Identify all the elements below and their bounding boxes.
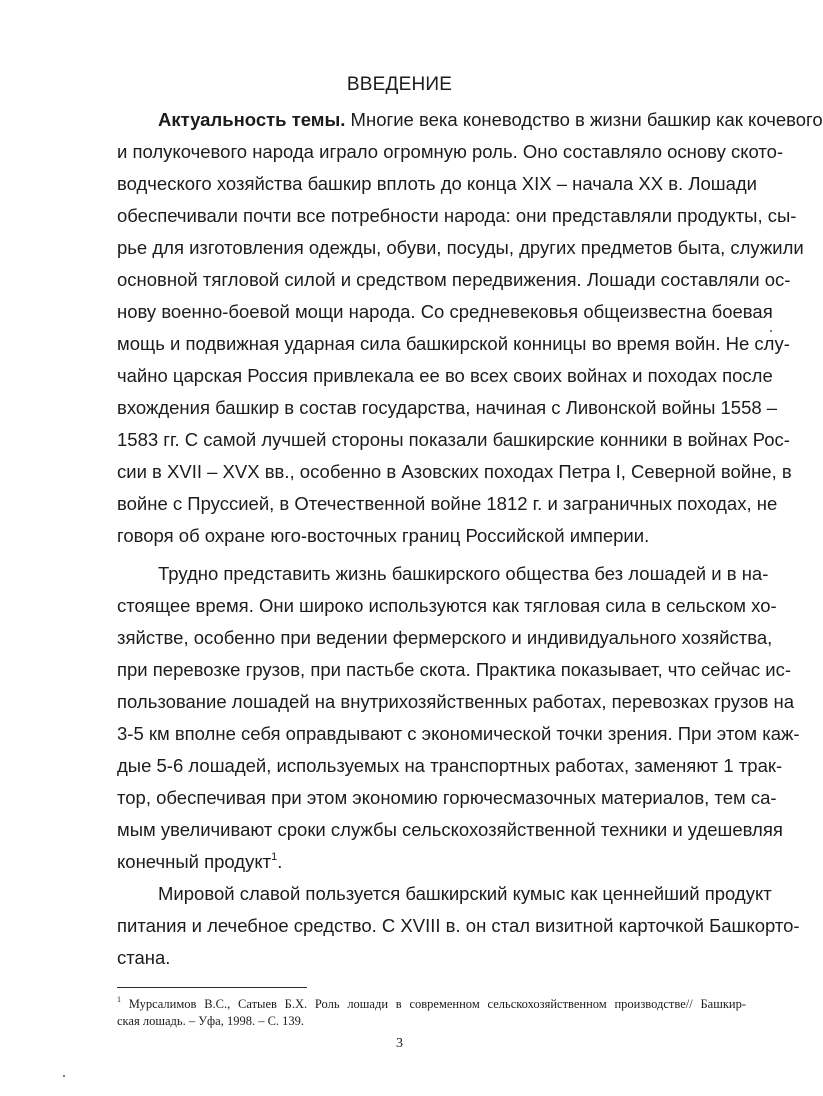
paragraph-2-last-line: [117, 848, 746, 876]
paragraph-1-line: вхождения башкир в состав государства, начиная с Ливонской войны 1558 –: [117, 397, 778, 418]
paragraph-line-text: конечный продукт: [117, 851, 272, 872]
paragraph-2-line: стоящее время. Они широко используются как тягловая сила в сельском хо-: [117, 595, 777, 616]
footnote-reference[interactable]: 1: [271, 850, 278, 863]
footnote-divider: [117, 987, 307, 988]
paragraph-3-line: питания и лечебное средство. С XVIII в. он стал визитной карточкой Башкорто-: [117, 915, 800, 936]
paragraph-1-line-1: [158, 106, 823, 134]
paragraph-2-line: зяйстве, особенно при ведении фермерского и индивидуального хозяйства,: [117, 627, 773, 648]
paragraph-1-line: сии в XVII – XVX вв., особенно в Азовских походах Петра I, Северной войне, в: [117, 461, 792, 482]
paragraph-1-line: и полукочевого народа играло огромную роль. Оно составляло основу ското-: [117, 141, 784, 162]
paragraph-2-line: пользование лошадей на внутрихозяйственных работах, перевозках грузов на: [117, 691, 795, 712]
paragraph-1-line: 1583 гг. С самой лучшей стороны показали башкирские конники в войнах Рос-: [117, 429, 790, 450]
paragraph-1-line: водческого хозяйства башкир вплоть до конца XIX – начала XX в. Лошади: [117, 173, 758, 194]
paragraph-3-line: стана.: [117, 947, 171, 968]
paragraph-1-line: чайно царская Россия привлекала ее во всех своих войнах и походах после: [117, 365, 773, 386]
scan-speck: [63, 1075, 65, 1077]
paragraph-1-line: рье для изготовления одежды, обуви, посуды, других предметов быта, служили: [117, 237, 804, 258]
scan-speck: [770, 330, 772, 332]
paragraph-1-line: мощь и подвижная ударная сила башкирской конницы во время войн. Не слу-: [117, 333, 790, 354]
paragraph-1-line: говоря об охране юго-восточных границ Российской империи.: [117, 525, 650, 546]
paragraph-1-line: основной тягловой силой и средством передвижения. Лошади составляли ос-: [117, 269, 791, 290]
paragraph-2-line: тор, обеспечивая при этом экономию горючесмазочных материалов, тем са-: [117, 787, 777, 808]
paragraph-2-line: Трудно представить жизнь башкирского общества без лошадей и в на-: [158, 563, 769, 584]
paragraph-line-text: .: [277, 851, 283, 872]
paragraph-2-line: дые 5-6 лошадей, используемых на транспортных работах, заменяют 1 трак-: [117, 755, 783, 776]
page-title: ВВЕДЕНИЕ: [346, 74, 453, 95]
paragraph-2-line: 3-5 км вполне себя оправдывают с экономической точки зрения. При этом каж-: [117, 723, 800, 744]
paragraph-1-line: войне с Пруссией, в Отечественной войне 1812 г. и заграничных походах, не: [117, 493, 778, 514]
footnote-line-1: [117, 996, 746, 1013]
paragraph-1-line: нову военно-боевой мощи народа. Со средневековья общеизвестна боевая: [117, 301, 773, 322]
footnote-text: Мурсалимов В.С., Сатыев Б.Х. Роль лошади в современном сельскохозяйственном производстве// Башкир-: [121, 997, 746, 1011]
page-number: 3: [396, 1036, 403, 1051]
paragraph-2-line: при перевозке грузов, при пастьбе скота. Практика показывает, что сейчас ис-: [117, 659, 791, 680]
paragraph-2-line: мым увеличивают сроки службы сельскохозяйственной техники и удешевляя: [117, 819, 783, 840]
paragraph-line-text: Многие века коневодство в жизни башкир как кочевого: [345, 109, 823, 130]
paragraph-3-line: Мировой славой пользуется башкирский кумыс как ценнейший продукт: [158, 883, 772, 904]
paragraph-1-line: обеспечивали почти все потребности народа: они представляли продукты, сы-: [117, 205, 797, 226]
footnote-mark: 1: [117, 994, 121, 1004]
footnote-line-2: ская лошадь. – Уфа, 1998. – С. 139.: [117, 1014, 305, 1028]
paragraph-lead-text: Актуальность темы.: [158, 109, 346, 130]
